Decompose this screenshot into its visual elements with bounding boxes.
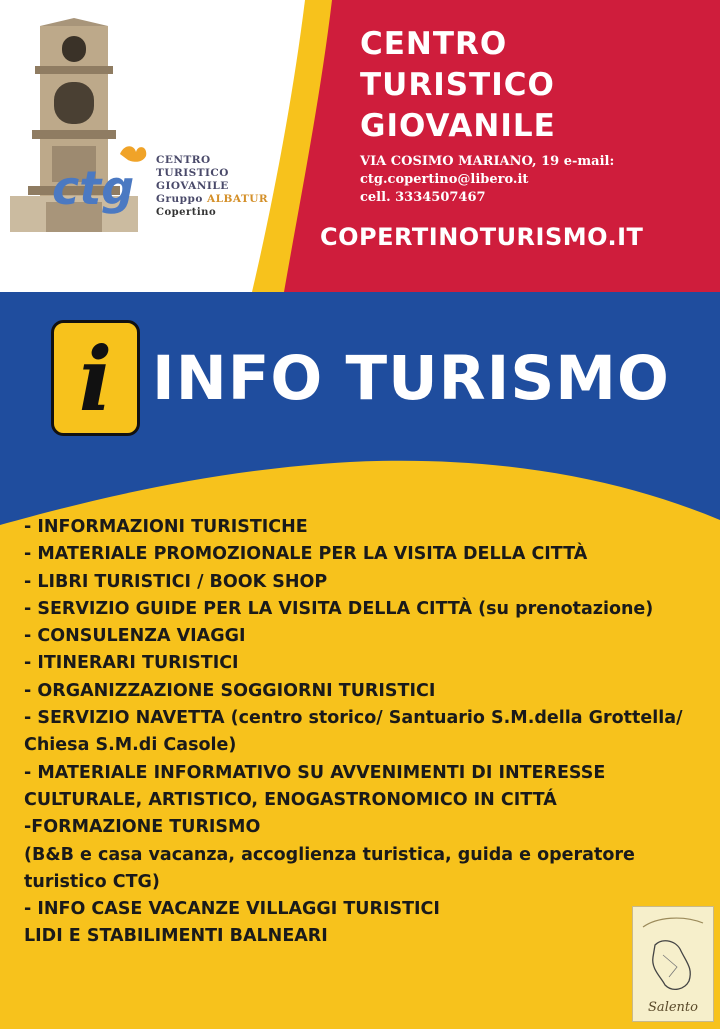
logo-gruppo-line xyxy=(156,193,268,206)
list-item: - MATERIALE PROMOZIONALE PER LA VISITA DELLA CITTÀ xyxy=(24,544,588,565)
salento-stamp xyxy=(632,906,714,1022)
list-item: - SERVIZIO GUIDE PER LA VISITA DELLA CITTÀ (su prenotazione) xyxy=(24,598,654,619)
list-item: (B&B e casa vacanza, accoglienza turistica, guida e operatore turistico CTG) xyxy=(24,844,635,892)
list-item: - INFO CASE VACANZE VILLAGGI TURISTICI xyxy=(24,899,440,920)
list-item: -FORMAZIONE TURISMO xyxy=(24,817,261,838)
services-list xyxy=(24,514,704,951)
list-item: - CONSULENZA VIAGGI xyxy=(24,626,246,647)
list-item: - ITINERARI TURISTICI xyxy=(24,653,239,674)
title-line: CENTRO xyxy=(360,26,508,62)
list-item: - ORGANIZZAZIONE SOGGIORNI TURISTICI xyxy=(24,680,436,701)
ctg-logo-mark xyxy=(50,144,150,220)
logo-albatur: ALBATUR xyxy=(206,193,269,205)
list-item: - MATERIALE INFORMATIVO SU AVVENIMENTI DI INTERESSE CULTURALE, ARTISTICO, ENOGASTRONOMICO IN CITTÁ xyxy=(24,762,606,810)
logo-gruppo: Gruppo xyxy=(156,193,203,205)
info-icon-letter: i xyxy=(78,327,113,431)
logo-city: Copertino xyxy=(156,207,217,218)
title-line: TURISTICO xyxy=(360,67,555,103)
address-line: VIA COSIMO MARIANO, 19 e-mail: xyxy=(360,154,615,169)
logo-text-line: GIOVANILE xyxy=(156,180,229,192)
svg-text:ctg: ctg xyxy=(52,161,135,215)
website-url: COPERTINOTURISMO.IT xyxy=(320,223,644,251)
logo-text-line: CENTRO xyxy=(156,154,211,166)
phone-line: cell. 3334507467 xyxy=(360,190,486,205)
logo-text-line: TURISTICO xyxy=(156,167,229,179)
info-icon xyxy=(51,320,140,436)
title-line: GIOVANILE xyxy=(360,108,556,144)
list-item: LIDI E STABILIMENTI BALNEARI xyxy=(24,926,328,947)
list-item: - LIBRI TURISTICI / BOOK SHOP xyxy=(24,571,328,592)
ctg-logo-text xyxy=(156,154,268,219)
stamp-label: Salento xyxy=(648,1000,698,1015)
email-line: ctg.copertino@libero.it xyxy=(360,172,529,187)
organization-title xyxy=(360,24,556,147)
contact-info xyxy=(360,153,614,207)
list-item: - INFORMAZIONI TURISTICHE xyxy=(24,517,308,537)
salento-map-icon xyxy=(633,907,713,1021)
info-title: INFO TURISMO xyxy=(152,343,670,414)
list-item: - SERVIZIO NAVETTA (centro storico/ Santuario S.M.della Grottella/ Chiesa S.M.di Casole) xyxy=(24,708,683,756)
